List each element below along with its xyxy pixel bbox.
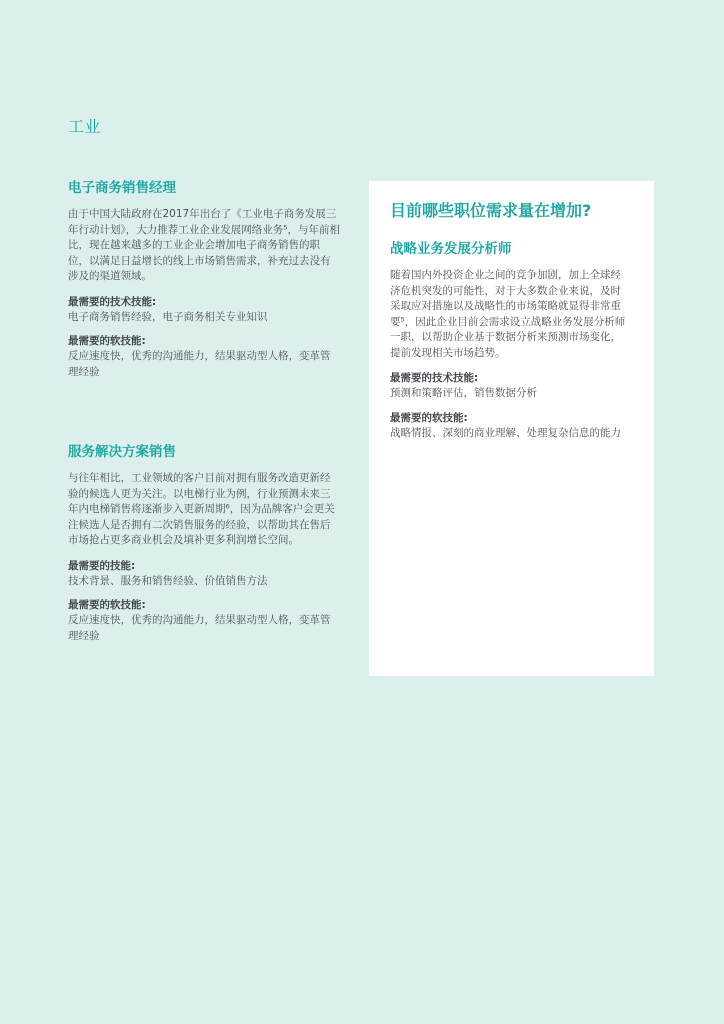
job-description: 由于中国大陆政府在2017年出台了《工业电子商务发展三年行动计划》，大力推荐工业企业发展网络业务⁵，与年前相比，现在越来越多的工业企业会增加电子商务销售的职位，以满足日益增长的线上市场销售需求，补充过去没有涉及的渠道领域。 xyxy=(68,208,340,282)
demand-card xyxy=(369,181,654,676)
soft-skills-label: 最需要的软技能: xyxy=(68,335,146,347)
job-description: 与往年相比，工业领域的客户目前对拥有服务改造更新经验的候选人更为关注。以电梯行业为例，行业预测未来三年内电梯销售将逐渐步入更新周期⁶，因为品牌客户会更关注候选人是否拥有二次销售服务的经验，以帮助其在售后市场抢占更多商业机会及填补更多利润增长空间。 xyxy=(68,472,335,546)
soft-skills-value: 反应速度快，优秀的沟通能力，结果驱动型人格，变革管理经验 xyxy=(68,350,331,378)
tech-skills-value: 预测和策略评估，销售数据分析 xyxy=(390,387,537,399)
job-title: 服务解决方案销售 xyxy=(68,444,176,460)
section-title: 工业 xyxy=(68,117,102,136)
tech-skills-value: 电子商务销售经验，电子商务相关专业知识 xyxy=(68,310,268,323)
job-service-solution-sales xyxy=(68,443,340,653)
card-heading: 目前哪些职位需求量在增加? xyxy=(390,201,592,220)
soft-skills-value: 反应速度快，优秀的沟通能力，结果驱动型人格，变革管理经验 xyxy=(68,614,331,642)
job-title: 电子商务销售经理 xyxy=(68,180,176,196)
tech-skills-label: 最需要的技能: xyxy=(68,559,136,572)
tech-skills-label: 最需要的技术技能: xyxy=(390,372,479,384)
card-content xyxy=(390,200,630,450)
job-ecommerce-sales-manager xyxy=(68,179,340,389)
job-description: 随着国内外投资企业之间的竞争加剧，加上全球经济危机突发的可能性，对于大多数企业来说，及时采取应对措施以及战略性的市场策略就显得非常重要⁵，因此企业目前会需求设立战略业务发展分析师一职，以帮助企业基于数据分析来预测市场变化，提前发现相关市场趋势。 xyxy=(390,269,626,359)
soft-skills-label: 最需要的软技能: xyxy=(390,411,468,424)
tech-skills-label: 最需要的技术技能: xyxy=(68,295,157,308)
soft-skills-value: 战略情报、深刻的商业理解、处理复杂信息的能力 xyxy=(390,426,621,439)
soft-skills-label: 最需要的软技能: xyxy=(68,599,146,611)
job-title: 战略业务发展分析师 xyxy=(390,241,512,257)
tech-skills-value: 技术背景、服务和销售经验、价值销售方法 xyxy=(68,574,268,587)
